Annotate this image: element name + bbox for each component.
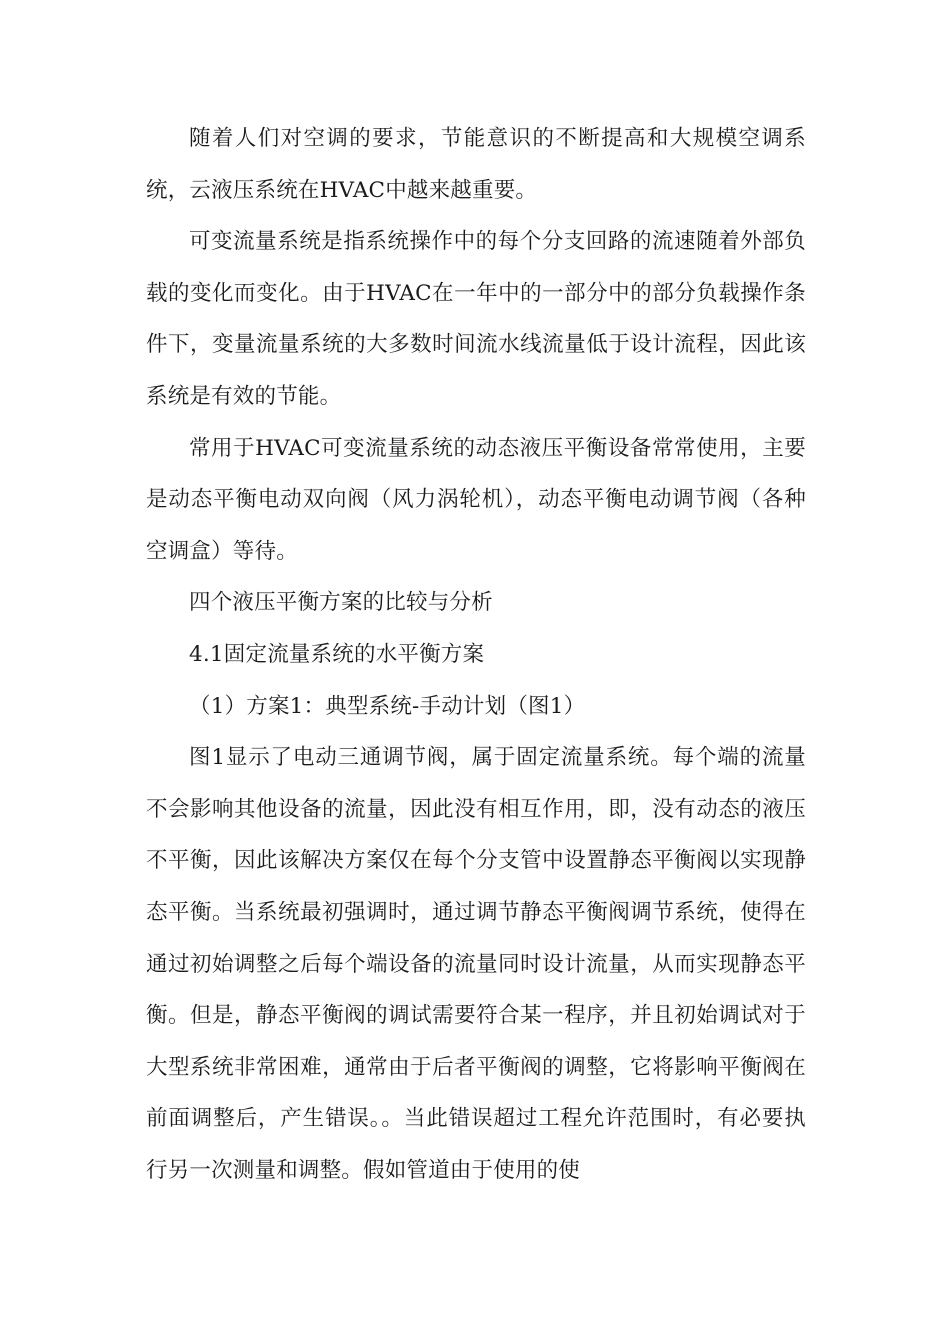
scheme-heading: （1）方案1：典型系统-手动计划（图1） <box>189 693 586 719</box>
paragraph-dynamic-balance-devices: 常用于HVAC可变流量系统的动态液压平衡设备常常使用，主要是动态平衡电动双向阀（风力涡轮机），动态平衡电动调节阀（各种空调盒）等待。 <box>146 435 806 564</box>
subsection-heading: 4.1固定流量系统的水平衡方案 <box>189 641 485 667</box>
paragraph-figure-1-description: 图1显示了电动三通调节阀，属于固定流量系统。每个端的流量不会影响其他设备的流量，因此没有相互作用，即，没有动态的液压不平衡，因此该解决方案仅在每个分支管中设置静态平衡阀以实现静态平衡。当系统最初强调时，通过调节静态平衡阀调节系统，使得在通过初始调整之后每个端设备的流量同时设计流量，从而实现静态平衡。但是，静态平衡阀的调试需要符合某一程序，并且初始调试对于大型系统非常困难，通常由于后者平衡阀的调整，它将影响平衡阀在前面调整后，产生错误。。当此错误超过工程允许范围时，有必要执行另一次测量和调整。假如管道由于使用的使 <box>146 745 806 1183</box>
section-heading: 四个液压平衡方案的比较与分析 <box>189 590 493 616</box>
paragraph-variable-flow-definition: 可变流量系统是指系统操作中的每个分支回路的流速随着外部负载的变化而变化。由于HVAC在一年中的一部分中的部分负载操作条件下，变量流量系统的大多数时间流水线流量低于设计流程，因此该系统是有效的节能。 <box>146 229 806 409</box>
body-text <box>146 113 806 1196</box>
paragraph-hvac-importance: 随着人们对空调的要求，节能意识的不断提高和大规模空调系统，云液压系统在HVAC中越来越重要。 <box>146 126 806 203</box>
